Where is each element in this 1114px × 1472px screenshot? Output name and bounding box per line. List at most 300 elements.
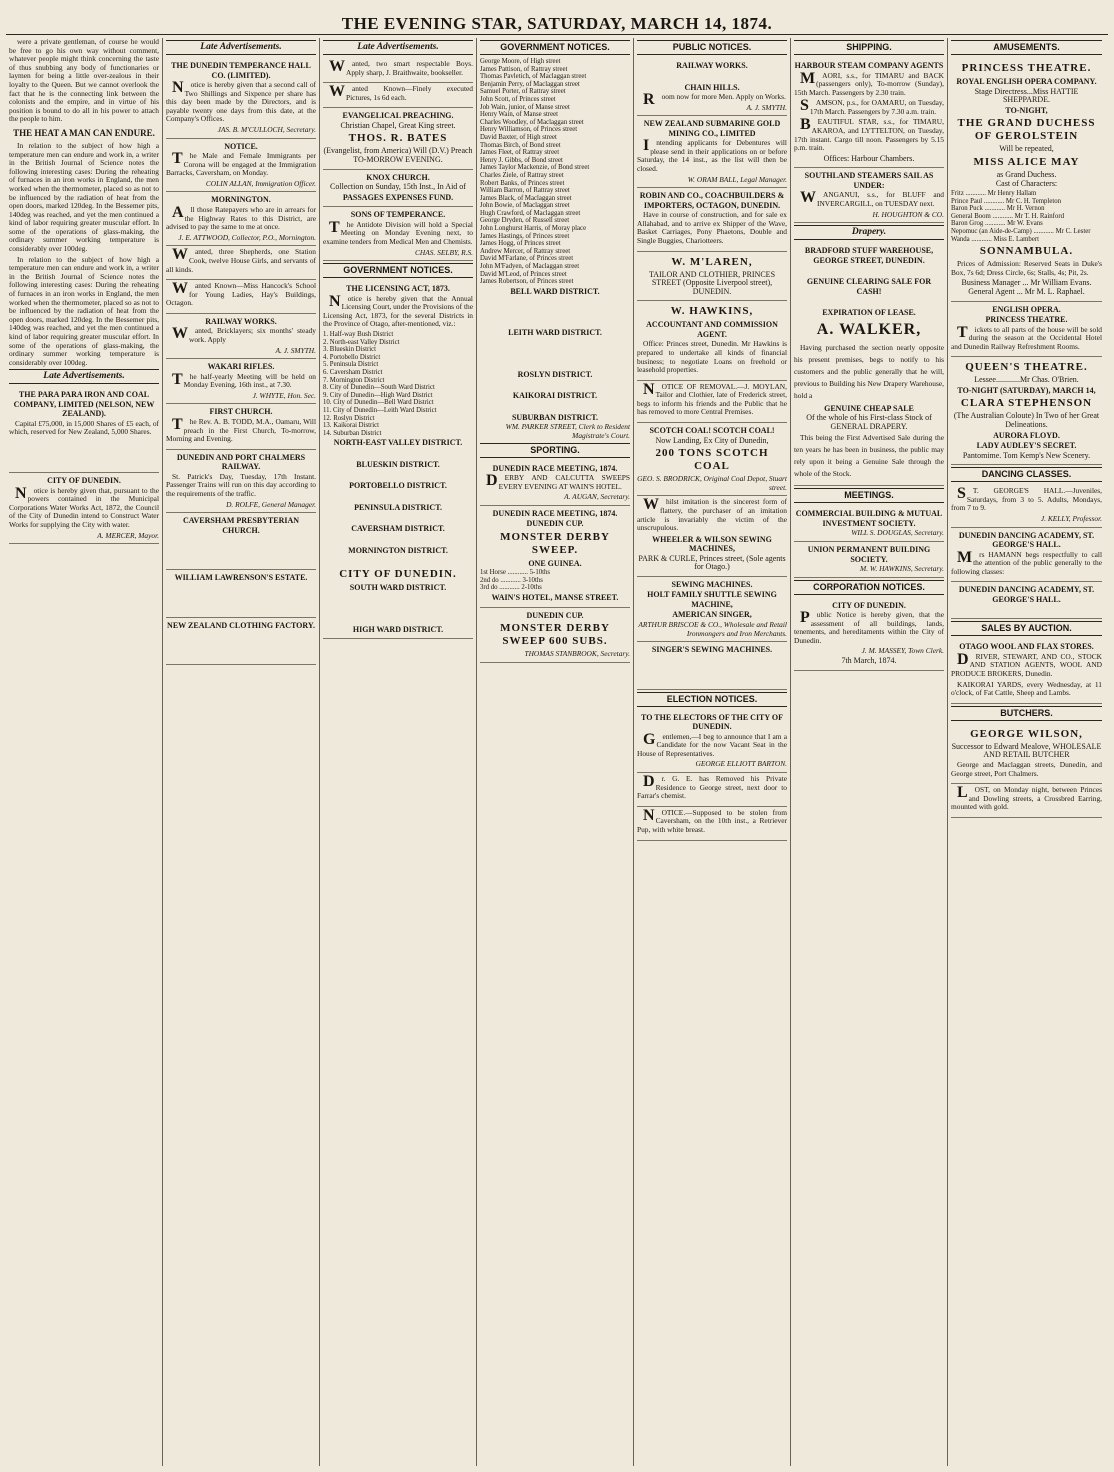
drapery-heading: Drapery. [794,225,944,240]
princess-theatre-ad [951,58,1102,302]
queens-theatre-ad [951,357,1102,465]
licensee-item: George Moore, of High street [480,58,561,65]
district-item: 4. Portobello District [323,353,381,361]
licensee-item: David M'Leod, of Princes street [480,270,567,278]
prizes-list [480,569,630,592]
tonight-title: TO-NIGHT, [1005,105,1048,115]
knox-text: Collection on Sunday, 15th Inst., In Aid of [330,182,466,192]
licensee-item: John Bowie, of Maclaggan street [480,202,570,210]
heat-text-repeat: In relation to the subject of how high a temperature men can endure and work in, a writer in the British Journal of Science notes the following interesting cases: During the reheating of furnaces in an iron works in England, the men worked when the thermometer, placed so as not to be influenced by the radiation of heat from the open doors, marked 120deg. In the Bessemer pits, 140deg was reached, and yet the men continued a kind of labor requiring greater muscular effort. In some of the operations of glass-making, the ordinary summer working temperature is considerably over 100deg. [9,254,159,367]
beautiful-text: BEAUTIFUL STAR, s.s., for TIMARU, AKAROA, and LYTTELTON, on Tuesday, 17th instant. Cargo till noon. Passengers by 5.15 p.m. train. [794,116,944,153]
hawkins-ad [637,301,787,380]
cup-title: DUNEDIN CUP. [526,519,584,529]
stolen-ad [637,807,787,841]
coal-now: Now Landing, Ex City of Dunedin, [655,435,769,445]
cast-item: Fritz ............ Mr Henry Hallam [951,189,1037,197]
stolen-text: NOTICE.—Supposed to be stolen from Caversham, on the 10th inst., a Retriever Pup, with white breast. [637,806,787,834]
public-notice-text: Public Notice is hereby given, that the assessment of all buildings, lands, tenements, and hereditaments within the City of Dunedin. [794,609,944,645]
nz-clothing-ad [166,618,316,666]
dpc-sig: D. ROLFE, General Manager. [226,499,316,509]
mornington-sig: J. E. ATTWOOD, Collector, P.O., Mornington. [178,232,316,242]
licensee-item: Charles Woodley, of Maclaggan street [480,118,584,126]
massey-sig: J. M. MASSEY, Town Clerk. [861,646,944,656]
removal-ad [637,381,787,423]
licensees-list-a [480,58,630,134]
knox-fund: PASSAGES EXPENSES FUND. [342,192,454,202]
sporting-heading: SPORTING. [480,443,630,458]
wakari-rifles-ad [166,359,316,404]
removed-text: Dr. G. E. has Removed his Private Residence to George street, next door to Farrar's chemist. [637,772,787,801]
room-sig: A. J. SMYTH. [746,102,787,112]
opera-title: THE GRAND DUCHESS OF GEROLSTEIN [957,117,1096,143]
cast-item: Prince Paul ............ Mr C. H. Templeton [951,197,1062,205]
column-1 [6,38,163,1466]
district-item: 9. City of Dunedin—High Ward District [323,391,433,399]
chain-hills-title: CHAIN HILLS. [684,82,740,92]
stanbrook-sig: THOMAS STANBROOK, Secretary. [524,649,630,659]
licensing-text: Notice is hereby given that the Annual Licensing Court, under the Provisions of the Licensing Act, 1873, for the several Districts in the Province of Otago, after-mentioned, viz.: [323,292,473,329]
cast-item: Baron Grog ............ Mr W. Evans [951,220,1043,228]
para-para-title: THE PARA PARA IRON AND COAL COMPANY, LIMITED (NELSON, NEW ZEALAND). [13,390,155,419]
caversham-church-ad [166,513,316,570]
railway-chain-hills-ad [637,58,787,116]
evangelical-sub: Christian Chapel, Great King street. [340,120,456,130]
portobello-title: PORTOBELLO DISTRICT. [349,481,447,491]
late-ads-heading-2: Late Advertisements. [166,40,316,55]
licensing-title: THE LICENSING ACT, 1873. [346,284,450,294]
para-para-text: Capital £75,000, in 15,000 Shares of £5 each, of which, reserved for New Zealand, 5,000 Shares. [9,418,159,437]
immigrants-sig: COLIN ALLAN, Immigration Officer. [205,178,316,188]
rail-works-title: RAILWAY WORKS. [676,61,748,70]
otago-wool-ad [951,639,1102,703]
first-church-text: The Rev. A. B. TODD, M.A., Oamaru, Will preach in the First Church, To-morrow, Morning and Evening. [166,415,316,444]
cast-list [951,190,1102,243]
roslyn-title: ROSLYN DISTRICT. [517,369,593,379]
commercial-ad [794,506,944,542]
column-2 [163,38,320,1466]
licensee-item: William Barron, of Rattray street [480,187,570,195]
district-item: 6. Caversham District [323,368,383,376]
removed-ad [637,773,787,807]
nz-clothing-title: NEW ZEALAND CLOTHING FACTORY. [167,620,315,630]
licensee-item: John Longhurst Harris, of Moray place [480,225,587,233]
city-title: CITY OF DUNEDIN. [339,568,457,581]
princess-title: PRINCESS THEATRE. [961,62,1092,74]
one-guinea: ONE GUINEA. [528,558,582,568]
city-d-title: CITY OF DUNEDIN. [832,600,906,610]
district-item: 10. City of Dunedin—Bell Ward District [323,399,434,407]
districts-list [323,331,473,437]
licensee-item: Hugh Crawford, of Maclaggan street [480,209,581,217]
dpc-title: DUNEDIN AND PORT CHALMERS RAILWAY. [176,452,306,472]
wilson-name: GEORGE WILSON, [970,727,1083,740]
academy2-title: DUNEDIN DANCING ACADEMY, ST. GEORGE'S HALL. [958,585,1095,604]
knox-title: KNOX CHURCH. [366,172,430,182]
high-ward-title: HIGH WARD DISTRICT. [352,624,444,634]
wanganui-sig: H. HOUGHTON & CO. [872,209,944,219]
st-george-text: ST. GEORGE'S HALL.—Juveniles, Saturdays, from 3 to 5. Adults, Mondays, from 7 to 9. [951,485,1102,513]
wanted-boys-ad [323,58,473,83]
wanted-boys-text: Wanted, two smart respectable Boys. Apply sharp, J. Braithwaite, bookseller. [329,58,473,77]
temperance-sig: JAS. B. M'CULLOCH, Secretary. [217,124,316,134]
railway-title: RAILWAY WORKS. [205,316,277,326]
columns [6,38,1108,1466]
walker-text: Having purchased the section nearly opposite his present premises, begs to notify to his customers and the public generally that he will, previous to Building his New Drapery Warehouse, hold a [794,342,944,400]
evangelical-title: EVANGELICAL PREACHING. [342,111,454,121]
licensee-item: Henry Williamson, of Princes street [480,126,578,134]
coal-title: SCOTCH COAL! SCOTCH COAL! [649,426,775,436]
sales-heading: SALES BY AUCTION. [951,621,1102,636]
railway-works-ad [166,314,316,359]
tonight2-title: TO-NIGHT (SATURDAY), MARCH 14, [957,385,1096,395]
park-text: PARK & CURLE, Princes street, (Sole agents for Otago.) [638,553,786,572]
monster-title: MONSTER DERBY SWEEP. [500,530,610,556]
editorial-text: were a private gentleman, of course he would be free to go his own way without comment, whatever people might think concerning the taste of thus snubbing any body of functionaries or laymen for being a little over-zealous in their loyalty to the Queen. But we cannot overlook the fact that he is the connecting link between the colonists and the empire, and in virtue of his position is bound to do all in his power to attach the people to him. [9,38,159,124]
lost-text: LOST, on Monday night, between Princes and Dowling streets, a Crossbred Earring, mounted with gold. [951,784,1102,812]
kelly-sig: J. KELLY, Professor. [1040,513,1102,523]
submarine-text: Intending applicants for Debentures will please send in their applications on or before Saturday, the 14 inst., as the list will then be closed. [637,137,787,173]
assessment-ad [794,598,944,671]
blueskin-title: BLUESKIN DISTRICT. [356,459,440,469]
licensee-item: Andrew Mercer, of Rattray street [480,247,571,255]
briscoe-sig: ARTHUR BRISCOE & CO., Wholesale and Retail Ironmongers and Iron Merchants. [638,619,787,638]
southland-ad [794,168,944,223]
submarine-title: NEW ZEALAND SUBMARINE GOLD MINING CO., LIMITED [643,119,781,138]
masthead-title: THE EVENING STAR, SATURDAY, MARCH 14, 1874. [341,14,773,33]
repeated-text: Will be repeated, [999,144,1054,154]
immigrants-title: NOTICE. [224,141,258,151]
hawkins-sub: ACCOUNTANT AND COMMISSION AGENT. [646,320,778,339]
wanganui-text: WANGANUI, s.s., for BLUFF and INVERCARGILL, on TUESDAY next. [800,189,944,209]
licensee-item: Thomas Pavletich, of Maclaggan street [480,73,587,81]
sons-temperance-ad [323,207,473,261]
mornington-ad [166,192,316,246]
licensee-item: James Hogg, of Princes street [480,240,561,248]
singers-title: SINGER'S SEWING MACHINES. [651,645,773,655]
derby-text: DERBY AND CALCUTTA SWEEPS EVERY EVENING AT WAIN'S HOTEL. [486,472,630,491]
electors-text: Gentlemen,—I beg to announce that I am a Candidate for the now Vacant Seat in the House of Representatives. [637,730,787,758]
meetings-heading: MEETINGS. [794,488,944,503]
editorial-article [9,38,159,367]
mlaren-name: W. M'LAREN, [671,255,753,268]
mornington-district-title: MORNINGTON DISTRICT. [348,545,448,555]
wilson-ad [951,724,1102,784]
union-ad [794,542,944,578]
robin-text: Have in course of construction, and for sale ex Allahabad, and to arrive ex Shipper of the Wave, Basket Carriages, Pony Phaetons, Double and Single Buggies, Chariotteers. [637,210,787,245]
district-item: 13. Kaikorai District [323,422,380,430]
district-item: 5. Peninsula District [323,361,379,369]
dunedin-cup-ad [480,506,630,608]
cheap-title: GENUINE CHEAP SALE [824,403,914,413]
bradford-title: BRADFORD STUFF WAREHOUSE, GEORGE STREET, DUNEDIN. [804,246,934,265]
immigrants-ad [166,139,316,193]
sons-sig: CHAS. SELBY, R.S. [414,247,473,257]
wakari-text: The half-yearly Meeting will be held on Monday Evening, 16th inst., at 7.30. [172,370,316,390]
sewing-holt-ad [637,577,787,642]
district-item: 8. City of Dunedin—South Ward District [323,384,435,392]
wanted-shepherds-ad [166,246,316,280]
electors-title: TO THE ELECTORS OF THE CITY OF DUNEDIN. [641,712,783,732]
bell-ward-title: BELL WARD DISTRICT. [510,286,600,296]
room-text: Room now for more Men. Apply on Works. [643,91,786,108]
wanted-school-text: Wanted Known—Miss Hancock's School for Young Ladies, Hay's Buildings, Octagon. [166,280,316,308]
queens-title: QUEEN'S THEATRE. [965,361,1088,374]
masthead-rule [6,34,1108,35]
sons-title: SONS OF TEMPERANCE. [350,210,446,220]
railway-sig: A. J. SMYTH. [275,345,316,355]
first-church-title: FIRST CHURCH. [209,407,273,417]
wilson-sub: Successor to Edward Mealove, WHOLESALE AND RETAIL BUTCHER [951,741,1102,760]
city-water-ad [9,473,159,544]
district-item: 1. Half-way Bush District [323,331,394,338]
prize-item: 2nd do ............ 3-10ths [480,576,543,584]
city-water-text: Notice is hereby given that, pursuant to the powers contained in the Municipal Corporations Water Works Act, 1872, the Council of the City of Dunedin intend to Construct Water Works for supplying the City with water. [9,484,159,529]
stage-text: Stage Directress...Miss HATTIE SHEPPARDE. [974,86,1079,105]
licensee-item: Samuel Porter, of Rattray street [480,88,566,96]
bates-text: (Evangelist, from America) Will (D.V.) Preach TO-MORROW EVENING. [323,146,473,165]
port-chalmers-railway-ad [166,450,316,513]
para-para-ad [9,387,159,473]
licensee-item: Henry Wain, of Manse street [480,111,559,119]
robin-ad [637,188,787,251]
ne-valley-title: NORTH-EAST VALLEY DISTRICT. [333,438,463,448]
prize-item: 3rd do ............ 2-10ths [480,584,542,592]
late-ads-heading-3: Late Advertisements. [323,40,473,55]
clara-name: CLARA STEPHENSON [960,397,1093,410]
coal-tons: 200 TONS SCOTCH COAL [655,447,769,473]
first-church-ad [166,404,316,449]
column-6 [791,38,948,1466]
holt-title: HOLT FAMILY SHUTTLE SEWING MACHINE, [647,590,777,609]
audley-title: LADY AUDLEY'S SECRET. [976,441,1077,451]
licensee-item: James Fleet, of Rattray street [480,149,560,157]
clara-sub: (The Australian Coloute) In Two of her Great Delineations. [953,411,1100,429]
licensing-ad [323,281,473,639]
race-meeting-ad [480,461,630,506]
district-item: 3. Blueskin District [323,346,377,354]
evangelical-ad [323,108,473,169]
temperance-hall-ad [166,58,316,139]
wanted-pictures-text: Wanted Known—Finely executed Pictures, 1s 6d each. [329,83,473,102]
prize-item: 1st Horse ............ 5-10ths [480,569,551,577]
race-meeting-title: DUNEDIN RACE MEETING, 1874. [492,463,618,473]
licensee-item: George Dryden, of Russell street [480,217,570,225]
temperance-title: THE DUNEDIN TEMPERANCE HALL CO. (LIMITED). [171,61,311,80]
kaikorai-text: KAIKORAI YARDS, every Wednesday, at 11 o'clock, of Fat Cattle, Sheep and Lambs. [951,679,1102,698]
harbour-steam-ad [794,58,944,168]
wanted-school-ad [166,280,316,314]
dpc-text: St. Patrick's Day, Tuesday, 17th Instant. Passenger Trains will run on this day according to the requirements of the traffic. [166,471,316,498]
singers-ad [637,642,787,690]
submarine-ad [637,116,787,188]
expiration-title: EXPIRATION OF LEASE. [822,308,916,318]
district-item: 11. City of Dunedin—Leith Ward District [323,406,437,414]
coal-sig: GEO. S. BRODRICK, Original Coal Depot, Stuart street. [637,474,787,492]
offices-text: Offices: Harbour Chambers. [823,153,915,163]
hawkins-text: Office: Princes street, Dunedin. Mr Hawkins is prepared to undertake all kinds of financial business; to negotiate Loans on freehold or leasehold properties. [637,339,787,375]
cast-item: Nepomuc (an Aide-de-Camp) ............ Mr C. Lester [951,227,1091,235]
amusements-heading: AMUSEMENTS. [951,40,1102,55]
hamann-text: Mrs HAMANN begs respectfully to call the attention of the public generally to the following classes: [951,548,1102,576]
alice-sub: as Grand Duchess. [996,169,1057,179]
mlaren-sub: TAILOR AND CLOTHIER, PRINCES STREET (Opposite Liverpool street), DUNEDIN. [648,269,776,296]
licensee-item: James Taylor Mackenzie, of Bond street [480,164,590,172]
district-item: 14. Suburban District [323,429,382,437]
mornington-text: All those Ratepayers who are in arrears for the Highway Rates to this District, are advised to pay the same to me at once. [166,203,316,232]
commercial-sig: WILL S. DOUGLAS, Secretary. [851,528,944,538]
heat-heading: THE HEAT A MAN CAN ENDURE. [13,127,155,138]
cast-item: Baron Puck ............ Mr H. Vernon [951,205,1045,213]
licensee-item: James Robertson, of Princes street [480,278,574,286]
railway-text: Wanted, Bricklayers; six months' steady work. Apply [172,325,316,344]
tickets-text: Tickets to all parts of the house will be sold during the season at the Occidental Hotel and Dunedin Railway Refreshment Rooms. [951,323,1102,351]
lost-earring-ad [951,784,1102,818]
licensee-item: James Hastings, of Princes street [480,232,570,240]
aurora-title: AURORA FLOYD. [993,430,1060,440]
electors-ad [637,710,787,773]
late-ads-heading: Late Advertisements. [9,369,159,384]
district-item: 12. Roslyn District [323,414,375,422]
singer-title: AMERICAN SINGER, [672,610,752,620]
royal-title: ROYAL ENGLISH OPERA COMPANY. [956,77,1097,86]
kaikorai-title: KAIKORAI DISTRICT. [512,391,598,401]
coal-ad [637,423,787,496]
election-heading: ELECTION NOTICES. [637,692,787,707]
column-4 [477,38,634,1466]
shipping-heading: SHIPPING. [794,40,944,55]
licensee-item: Henry J. Gibbs, of Bond street [480,156,563,164]
driver-text: DRIVER, STEWART, AND CO., STOCK AND STATION AGENTS, WOOL AND PRODUCE BROKERS, Dunedin. [951,650,1102,678]
peninsula-title: PENINSULA DISTRICT. [354,502,442,512]
removal-text: NOTICE OF REMOVAL.—J. MOYLAN, Tailor and Clothier, late of Frederick street, begs to inform his friends and the Public that he has removed to more Central Premises. [637,380,787,417]
pantomime-text: Pantomime. Tom Kemp's New Scenery. [962,450,1091,460]
wheeler-title: WHEELER & WILSON SEWING MACHINES, [652,534,772,554]
robin-title: ROBIN AND CO., COACHBUILDERS & IMPORTERS, OCTAGON, DUNEDIN. [639,191,785,210]
alice-name: MISS ALICE MAY [973,155,1080,168]
column-5 [634,38,791,1466]
sons-text: The Antidote Division will hold a Special Meeting on Monday Evening next, to examine tenders from Medical Men and Chemists. [323,218,473,246]
heat-text: In relation to the subject of how high a temperature men can endure and work in, a writer in the British Journal of Science notes the following interesting cases: During the reheating of furnaces in an iron works in England, the men worked when the thermometer, placed so as not to be influenced by the radiation of heat from the open doors, marked 120deg. In the Bessemer pits, 140deg was reached, and yet the men continued a kind of labor requiring greater muscular effort. In some of the operations of glass-making, the ordinary summer working temperature is considerably over 100deg. [9,140,159,254]
licensee-item: David M'Farlane, of Princes street [480,255,574,263]
cheap-text: This being the First Advertised Sale during the ten years he has been in business, the public may rely upon it being a Genuine Sale through the whole of the Stock. [794,433,944,479]
southland-title: SOUTHLAND STEAMERS SAIL AS UNDER: [804,171,934,190]
wakari-sig: J. WHYTE, Hon. Sec. [252,390,316,400]
submarine-sig: W. ORAM BALL, Legal Manager. [687,174,787,184]
district-item: 2. North-east Valley District [323,338,400,346]
licensee-item: James Black, of Maclaggan street [480,194,572,202]
monster-sweep-ad [480,608,630,663]
union-title: UNION PERMANENT BUILDING SOCIETY. [807,545,931,564]
lessee-text: Lessee............Mr Chas. O'Brien. [974,375,1079,385]
govt-notices-heading-2: GOVERNMENT NOTICES. [480,40,630,55]
mlaren-ad [637,252,787,302]
licensee-item: John M'Fadyen, of Maclaggan street [480,263,580,271]
lawrenson-title: WILLIAM LAWRENSON'S ESTATE. [174,573,308,583]
walker-name: A. WALKER, [816,320,922,338]
sewing-title: SEWING MACHINES. [671,579,753,589]
licensee-item: David Baxter, of High street [480,133,557,141]
whilst-text: Whilst imitation is the sincerest form of flattery, the purchaser of an imitation article is invariably the victim of the unscrupulous. [637,496,787,533]
lawrenson-ad [166,570,316,618]
south-ward-title: SOUTH WARD DISTRICT. [349,583,447,593]
derby-sig: A. AUGAN, Secretary. [564,492,630,502]
licensee-item: James Pattison, of Rattray street [480,65,568,73]
public-notices-heading: PUBLIC NOTICES. [637,40,787,55]
race-meeting-title-2: DUNEDIN RACE MEETING, 1874. [492,508,618,518]
wains-hotel: WAIN'S HOTEL, MANSE STREET. [491,593,619,603]
licensees-list-c [480,180,630,286]
govt-notices-heading: GOVERNMENT NOTICES. [323,263,473,278]
dancing-heading: DANCING CLASSES. [951,467,1102,482]
wilson-text: George and Maclaggan streets, Dunedin, and George street, Port Chalmers. [951,759,1102,778]
sewing-wheeler-ad [637,496,787,577]
butchers-heading: BUTCHERS. [951,706,1102,721]
masthead [0,10,1114,34]
column-3 [320,38,477,1466]
corporation-heading: CORPORATION NOTICES. [794,580,944,595]
leith-ward-title: LEITH WARD DISTRICT. [508,328,602,338]
maori-text: MAORI, s.s., for TIMARU and BACK (passengers only), To-morrow (Sunday), 15th March. Passengers by 2.30 train. [794,69,944,97]
cheap-sub: Of the whole of his First-class Stock of GENERAL DRAPERY. [806,413,932,431]
st-george-ad [951,485,1102,527]
licensees-list-b [480,134,630,180]
dancing-academy-ad-2 [951,582,1102,619]
union-sig: M. W. HAWKINS, Secretary. [860,564,944,573]
pt2-title: PRINCESS THEATRE. [985,315,1068,324]
licensee-item: Job Wain, junior, of Manse street [480,103,570,111]
parker-sig: WM. PARKER STREET, Clerk to Resident Magistrate's Court. [505,422,630,440]
caversham-district-title: CAVERSHAM DISTRICT. [351,524,445,534]
samson-text: SAMSON, p.s., for OAMARU, on Tuesday, 17th March. Passengers by 7.30 a.m. train. [800,97,944,116]
suburban-title: SUBURBAN DISTRICT. [511,412,599,422]
commercial-title: COMMERCIAL BUILDING & MUTUAL INVESTMENT SOCIETY. [795,509,943,528]
wanted-shepherds-text: Wanted, three Shepherds, one Station Cook, twelve House Girls, and servants of all kinds. [166,246,316,274]
city-water-title: CITY OF DUNEDIN. [47,476,121,486]
harbour-title: HARBOUR STEAM COMPANY AGENTS [794,61,944,70]
genuine-title: GENUINE CLEARING SALE FOR CASH! [806,277,932,296]
caversham-title: CAVERSHAM PRESBYTERIAN CHURCH. [182,516,300,535]
prices-text: Prices of Admission: Reserved Seats in Duke's Box, 7s 6d; Dress Circle, 6s; Stalls, 4s; Pit, 2s. [951,259,1102,277]
licensee-item: Robert Banks, of Princes street [480,179,565,187]
english-opera-ad [951,302,1102,358]
bates-name: THOS. R. BATES [348,132,448,145]
sonnambula-title: SONNAMBULA. [979,245,1074,258]
cast-item: Wanda ............ Miss E. Lambert [951,235,1039,243]
hawkins-name: W. HAWKINS, [670,305,754,318]
city-water-sig: A. MERCER, Mayor. [97,530,159,540]
cup-title-2: DUNEDIN CUP. [526,610,584,620]
licensee-item: Thomas Birch, of Bond street [480,141,561,149]
knox-ad [323,170,473,208]
walker-ad [794,243,944,486]
managers-text: Business Manager ... Mr William Evans. General Agent ... Mr M. L. Raphael. [961,278,1092,296]
electors-sig: GEORGE ELLIOTT BARTON. [695,759,787,769]
wanted-pictures-ad [323,83,473,108]
licensee-item: Charles Ziele, of Rattray street [480,171,564,179]
licensee-item: Benjamin Perry, of Maclaggan street [480,80,580,88]
assessment-date: 7th March, 1874. [841,656,897,666]
immigrants-text: The Male and Female Immigrants per Corona will be engaged at the Immigration Barracks, Caversham, on Monday. [166,150,316,178]
district-item: 7. Mornington District [323,376,385,384]
dancing-academy-ad [951,528,1102,583]
academy-title: DUNEDIN DANCING ACADEMY, ST. GEORGE'S HALL. [958,530,1095,550]
column-7 [948,38,1105,1466]
cast-heading: Cast of Characters: [995,179,1058,189]
temperance-text: Notice is hereby given that a second call of Two Shillings and Sixpence per share has this day been made by the Directors, and is payable twenty one days from this date, at the Company's Offices. [166,79,316,124]
otago-wool-title: OTAGO WOOL AND FLAX STORES. [959,642,1094,652]
english-title: ENGLISH OPERA. [992,304,1061,314]
licensee-item: John Scott, of Princes street [480,95,556,103]
